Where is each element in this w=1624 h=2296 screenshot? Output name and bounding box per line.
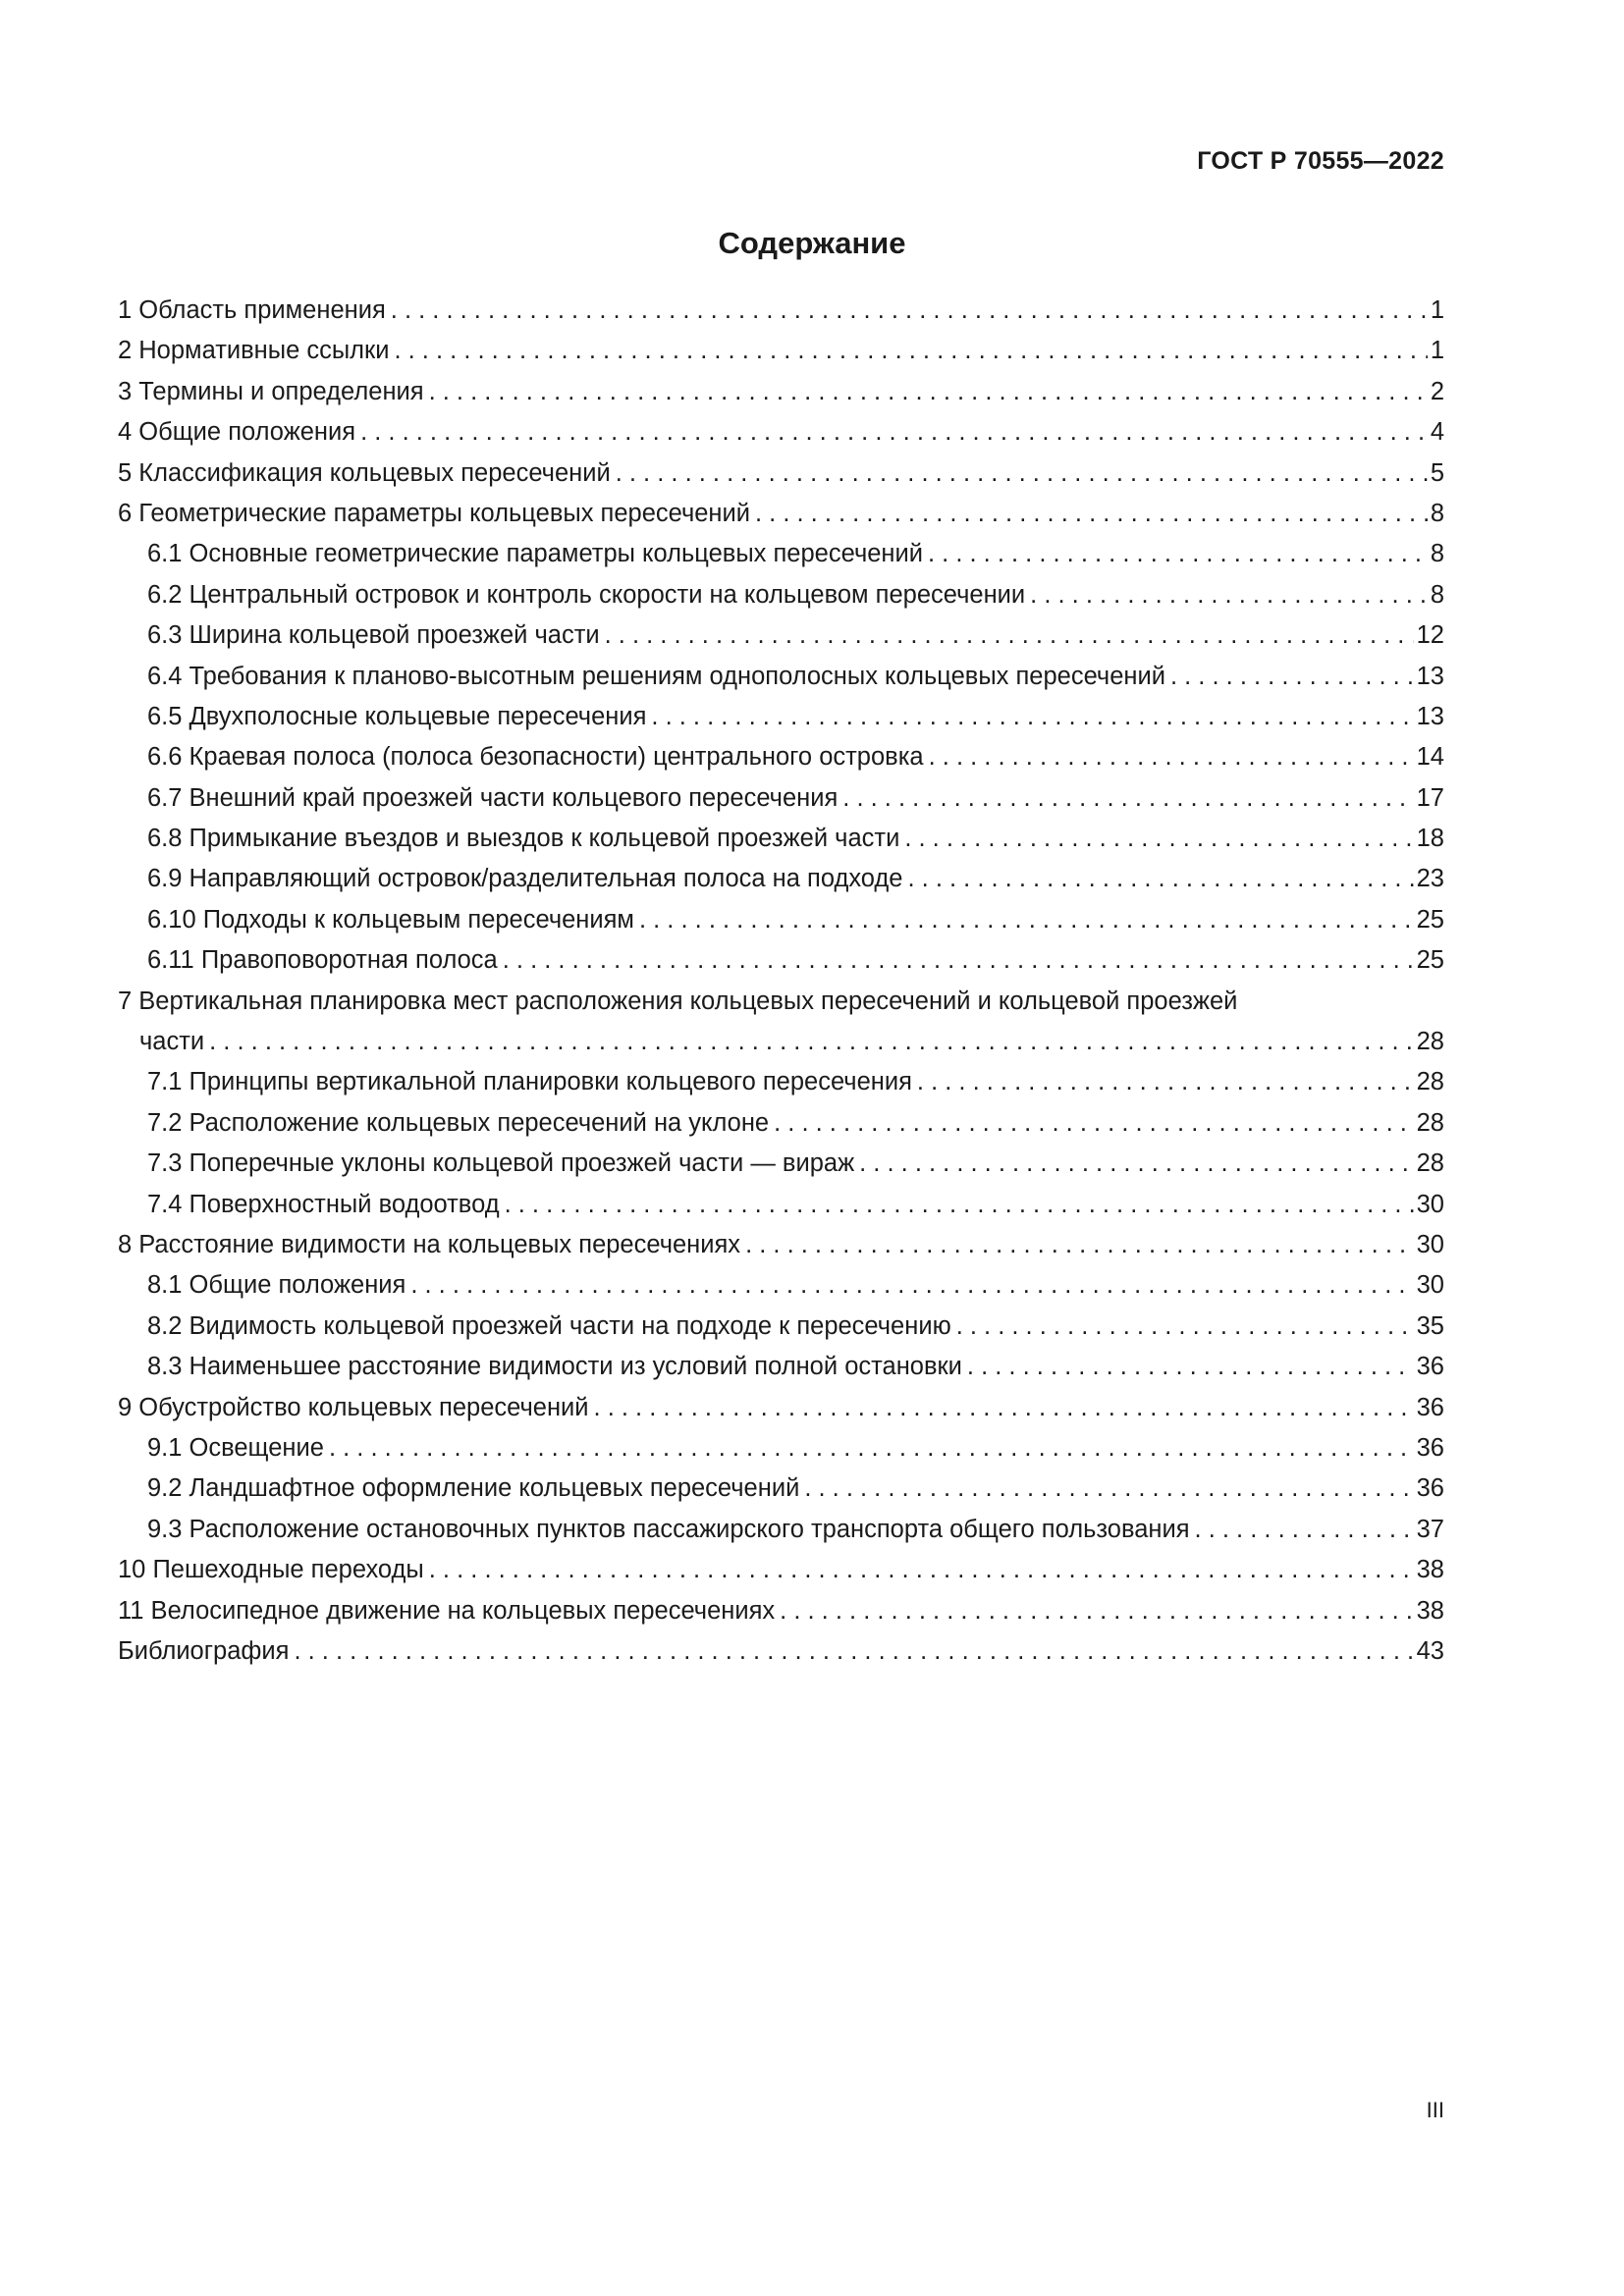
toc-entry-page: 36 (1416, 1393, 1444, 1421)
document-code: ГОСТ Р 70555—2022 (1197, 147, 1444, 175)
toc-entry-page: 17 (1416, 783, 1444, 812)
toc-entry[interactable] (118, 1144, 1444, 1184)
toc-entry[interactable] (118, 1631, 1444, 1672)
toc-entry-title: 7.1 Принципы вертикальной планировки кольцевого пересечения (147, 1068, 912, 1096)
toc-entry-page: 35 (1416, 1311, 1444, 1340)
toc-entry-page: 30 (1416, 1271, 1444, 1300)
toc-leader-dots (639, 900, 1414, 940)
toc-leader-dots (651, 697, 1413, 737)
toc-entry[interactable] (118, 657, 1444, 697)
toc-entry-page: 14 (1416, 743, 1444, 772)
toc-entry[interactable] (118, 1103, 1444, 1144)
toc-entry[interactable] (118, 1510, 1444, 1550)
toc-leader-dots (429, 372, 1428, 412)
toc-entry[interactable] (118, 454, 1444, 494)
toc-leader-dots (842, 778, 1413, 819)
toc-leader-dots (804, 1468, 1413, 1509)
toc-leader-dots (1030, 575, 1428, 615)
toc-entry-page: 43 (1416, 1636, 1444, 1665)
toc-leader-dots (410, 1265, 1413, 1306)
toc-entry-title: 6.3 Ширина кольцевой проезжей части (147, 621, 600, 650)
toc-entry[interactable] (118, 900, 1444, 940)
toc-leader-dots (1195, 1510, 1414, 1550)
toc-entry-continuation[interactable] (118, 1022, 1444, 1062)
toc-entry[interactable] (118, 331, 1444, 371)
toc-leader-dots (904, 819, 1413, 859)
toc-entry[interactable] (118, 1307, 1444, 1347)
toc-entry-page: 30 (1416, 1230, 1444, 1258)
toc-leader-dots (394, 331, 1427, 371)
toc-entry-title: 7.4 Поверхностный водоотвод (147, 1190, 500, 1218)
toc-entry[interactable] (118, 412, 1444, 453)
toc-leader-dots (780, 1591, 1413, 1631)
toc-leader-dots (329, 1428, 1414, 1468)
toc-entry[interactable] (118, 1225, 1444, 1265)
toc-title: Содержание (718, 226, 906, 260)
toc-entry-title: 9.3 Расположение остановочных пунктов пассажирского транспорта общего пользования (147, 1515, 1190, 1543)
toc-leader-dots (505, 1185, 1414, 1225)
toc-entry[interactable] (118, 494, 1444, 534)
toc-entry[interactable] (118, 1591, 1444, 1631)
toc-entry[interactable] (118, 1347, 1444, 1387)
toc-entry-page: 36 (1416, 1353, 1444, 1381)
toc-leader-dots (605, 615, 1414, 656)
toc-leader-dots (1170, 657, 1414, 697)
toc-entry[interactable] (118, 1062, 1444, 1102)
toc-entry-title: 3 Термины и определения (118, 377, 424, 405)
toc-entry[interactable] (118, 778, 1444, 819)
toc-entry-page: 38 (1416, 1556, 1444, 1584)
page-number: III (1426, 2098, 1444, 2122)
toc-leader-dots (294, 1631, 1413, 1672)
toc-entry-title: 6.5 Двухполосные кольцевые пересечения (147, 702, 647, 730)
toc-entry[interactable] (118, 697, 1444, 737)
toc-entry-title: 6 Геометрические параметры кольцевых пересечений (118, 499, 750, 527)
toc-leader-dots (391, 291, 1428, 331)
toc-leader-dots (594, 1388, 1414, 1428)
toc-entry-title: 6.7 Внешний край проезжей части кольцевого пересечения (147, 783, 839, 812)
toc-entry[interactable] (118, 1468, 1444, 1509)
toc-entry-title: 8.2 Видимость кольцевой проезжей части на подходе к пересечению (147, 1311, 951, 1340)
toc-entry-title: 6.1 Основные геометрические параметры кольцевых пересечений (147, 540, 923, 568)
toc-entry-page: 8 (1430, 499, 1444, 527)
toc-entry-page: 28 (1416, 1068, 1444, 1096)
toc-entry-title: 4 Общие положения (118, 418, 356, 447)
toc-entry-page: 1 (1430, 337, 1444, 365)
toc-entry-page: 23 (1416, 865, 1444, 893)
toc-entry[interactable] (118, 1550, 1444, 1590)
toc-entry-page: 18 (1416, 825, 1444, 853)
toc-entry-title: 7.3 Поперечные уклоны кольцевой проезжей части — вираж (147, 1149, 855, 1178)
toc-entry[interactable] (118, 1428, 1444, 1468)
toc-entry[interactable] (118, 615, 1444, 656)
toc-entry[interactable] (118, 940, 1444, 981)
toc-entry-title: 1 Область применения (118, 296, 386, 324)
toc-entry-title: 6.4 Требования к планово-высотным решениям однополосных кольцевых пересечений (147, 662, 1165, 690)
toc-entry-page: 1 (1430, 296, 1444, 324)
toc-entry-title: Библиография (118, 1636, 290, 1665)
toc-leader-dots (616, 454, 1428, 494)
toc-leader-dots (859, 1144, 1413, 1184)
toc-entry-page: 12 (1416, 621, 1444, 650)
toc-entry[interactable] (118, 1388, 1444, 1428)
toc-leader-dots (774, 1103, 1414, 1144)
toc-entry-title: 9.1 Освещение (147, 1433, 324, 1462)
toc-entry-page: 8 (1430, 580, 1444, 609)
toc-leader-dots (360, 412, 1428, 453)
toc-entry-title: 7 Вертикальная планировка мест расположения кольцевых пересечений и кольцевой проезжей (118, 987, 1238, 1015)
toc-leader-dots (967, 1347, 1414, 1387)
toc-leader-dots (503, 940, 1414, 981)
toc-leader-dots (907, 859, 1413, 899)
toc-entry-page: 36 (1416, 1474, 1444, 1503)
toc-entry-page: 4 (1430, 418, 1444, 447)
toc-entry-title: 2 Нормативные ссылки (118, 337, 390, 365)
toc-entry[interactable] (118, 575, 1444, 615)
toc-entry-title: 6.10 Подходы к кольцевым пересечениям (147, 905, 634, 934)
toc-entry[interactable] (118, 534, 1444, 574)
toc-leader-dots (429, 1550, 1414, 1590)
toc-entry-page: 13 (1416, 662, 1444, 690)
toc-entry-page: 5 (1430, 458, 1444, 487)
toc-entry-title: 8 Расстояние видимости на кольцевых пересечениях (118, 1230, 741, 1258)
toc-entry[interactable] (118, 859, 1444, 899)
toc-entry[interactable] (118, 1265, 1444, 1306)
toc-entry[interactable] (118, 1185, 1444, 1225)
toc-entry-title: 6.9 Направляющий островок/разделительная полоса на подходе (147, 865, 903, 893)
toc-leader-dots (209, 1022, 1413, 1062)
toc-entry-title: 7.2 Расположение кольцевых пересечений на уклоне (147, 1108, 770, 1137)
toc-entry-title: 11 Велосипедное движение на кольцевых пересечениях (118, 1596, 776, 1625)
toc-leader-dots (928, 534, 1428, 574)
toc-entry-title: 10 Пешеходные переходы (118, 1556, 424, 1584)
toc-entry-title: 9 Обустройство кольцевых пересечений (118, 1393, 589, 1421)
toc-entry-page: 8 (1430, 540, 1444, 568)
toc-entry-page: 28 (1416, 1028, 1444, 1056)
toc-entry[interactable] (118, 737, 1444, 777)
toc-entry-title: 9.2 Ландшафтное оформление кольцевых пересечений (147, 1474, 800, 1503)
toc-entry-title: 6.6 Краевая полоса (полоса безопасности) центрального островка (147, 743, 924, 772)
toc-entry-page: 38 (1416, 1596, 1444, 1625)
table-of-contents (118, 291, 1444, 1672)
toc-entry-title: части (139, 1028, 205, 1056)
toc-entry-page: 28 (1416, 1108, 1444, 1137)
toc-leader-dots (917, 1062, 1414, 1102)
toc-leader-dots (956, 1307, 1414, 1347)
toc-entry-page: 25 (1416, 946, 1444, 975)
toc-leader-dots (929, 737, 1414, 777)
toc-entry-page: 36 (1416, 1433, 1444, 1462)
toc-entry[interactable] (118, 372, 1444, 412)
toc-entry-page: 30 (1416, 1190, 1444, 1218)
toc-entry[interactable] (118, 982, 1444, 1022)
toc-entry-page: 28 (1416, 1149, 1444, 1178)
toc-entry-page: 2 (1430, 377, 1444, 405)
toc-entry-title: 6.8 Примыкание въездов и выездов к кольцевой проезжей части (147, 825, 900, 853)
toc-leader-dots (755, 494, 1428, 534)
toc-entry-title: 6.2 Центральный островок и контроль скорости на кольцевом пересечении (147, 580, 1026, 609)
toc-entry-title: 8.3 Наименьшее расстояние видимости из условий полной остановки (147, 1353, 962, 1381)
toc-entry-title: 5 Классификация кольцевых пересечений (118, 458, 611, 487)
toc-entry-title: 6.11 Правоповоротная полоса (147, 946, 498, 975)
toc-entry-page: 25 (1416, 905, 1444, 934)
toc-entry-page: 13 (1416, 702, 1444, 730)
toc-entry-page: 37 (1416, 1515, 1444, 1543)
toc-entry-title: 8.1 Общие положения (147, 1271, 406, 1300)
toc-entry[interactable] (118, 819, 1444, 859)
toc-entry[interactable] (118, 291, 1444, 331)
toc-leader-dots (745, 1225, 1414, 1265)
